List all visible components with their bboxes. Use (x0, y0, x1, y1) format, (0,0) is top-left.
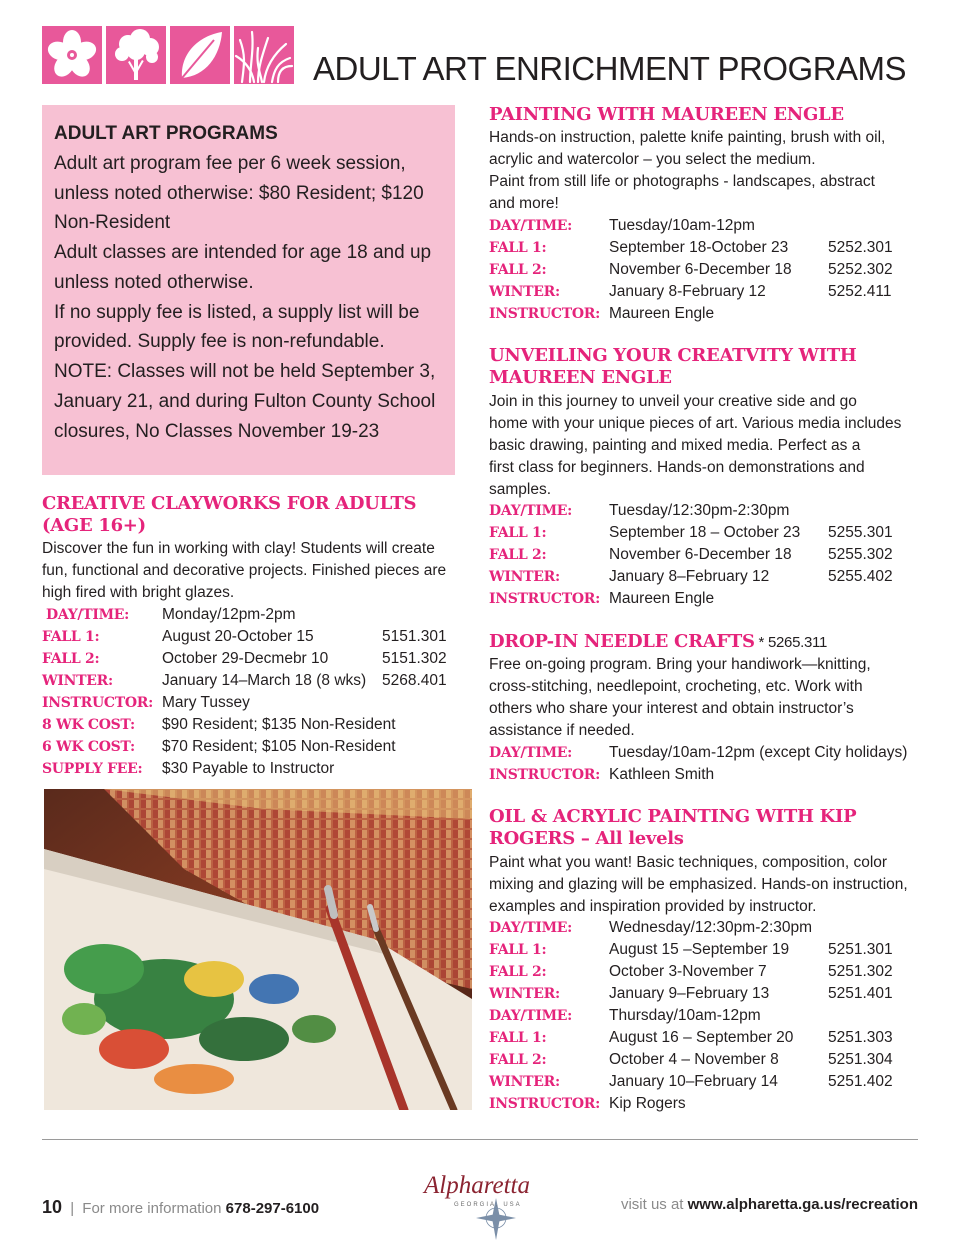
row-label: WINTER: (489, 1074, 560, 1090)
clay-schedule-row (42, 626, 462, 648)
page-title: ADULT ART ENRICHMENT PROGRAMS (313, 50, 907, 87)
tree-tile (106, 26, 166, 84)
unveiling-title-line: UNVEILING YOUR CREATVITY WITH (489, 345, 857, 366)
row-value: Tuesday/10am-12pm (except City holidays) (609, 744, 908, 761)
oil-title-line: OIL & ACRYLIC PAINTING WITH KIP (489, 806, 857, 827)
row-label: FALL 1: (489, 942, 547, 958)
clay-schedule-row (42, 670, 462, 692)
unveiling-row (489, 500, 909, 522)
infobox-line: If no supply fee is listed, a supply list will be (54, 302, 420, 323)
row-value: January 9–February 13 (609, 985, 770, 1002)
footer-phone[interactable]: 678-297-6100 (225, 1200, 320, 1217)
needle-desc-line: others who share your interest and obtain instructor’s (489, 700, 854, 717)
footer-url-link[interactable]: www.alpharetta.ga.us/recreation (687, 1196, 918, 1213)
row-value: Monday/12pm-2pm (162, 606, 296, 623)
leaf-icon (170, 26, 230, 84)
painting-engle-row (489, 281, 909, 303)
paint-palette-photo (44, 789, 472, 1110)
course-code: 5151.302 (382, 650, 447, 667)
row-label: FALL 2: (489, 262, 547, 278)
grass-icon (234, 26, 294, 84)
infobox-line: NOTE: Classes will not be held September 3, (54, 361, 436, 382)
row-value: January 8-February 12 (609, 283, 766, 300)
row-label: FALL 1: (489, 1030, 547, 1046)
clay-schedule-row (42, 736, 462, 758)
footer-contact (42, 1197, 319, 1218)
footer-visit-text: visit us at (620, 1196, 684, 1213)
infobox-title: ADULT ART PROGRAMS (54, 123, 278, 144)
row-label: WINTER: (489, 986, 560, 1002)
footer-divider (42, 1139, 918, 1140)
infobox-line: unless noted otherwise. (54, 272, 254, 293)
course-code: 5252.301 (828, 239, 893, 256)
row-label: FALL 1: (489, 240, 547, 256)
row-value: $30 Payable to Instructor (162, 760, 335, 777)
infobox-line: Adult classes are intended for age 18 and up (54, 242, 432, 263)
row-label: WINTER: (489, 284, 560, 300)
infobox-line: January 21, and during Fulton County School (54, 391, 436, 412)
oil-desc-line: examples and inspiration provided by instructor. (489, 898, 817, 915)
course-code: 5251.402 (828, 1073, 893, 1090)
infobox-line: Adult art program fee per 6 week session, (54, 153, 406, 174)
course-code: 5251.301 (828, 941, 893, 958)
flower-tile (42, 26, 102, 84)
clay-schedule-row (42, 758, 462, 780)
row-value: September 18-October 23 (609, 239, 789, 256)
unveiling-row (489, 566, 909, 588)
row-value: $70 Resident; $105 Non-Resident (162, 738, 396, 755)
row-label: FALL 2: (489, 964, 547, 980)
row-value: October 3-November 7 (609, 963, 767, 980)
oil-row (489, 961, 909, 983)
needle-desc-line: cross-stitching, needlepoint, crocheting, etc. Work with (489, 678, 863, 695)
course-code: 5251.303 (828, 1029, 893, 1046)
needle-desc-line: Free on-going program. Bring your handiwork—knitting, (489, 656, 871, 673)
painting-engle-row (489, 259, 909, 281)
row-label: FALL 2: (42, 651, 100, 667)
oil-desc-line: mixing and glazing will be emphasized. Hands-on instruction, (489, 876, 908, 893)
painting-engle-desc-line: Hands-on instruction, palette knife painting, brush with oil, (489, 129, 886, 146)
logo-subtext: GEORGIA, USA (454, 1202, 522, 1208)
row-value: $90 Resident; $135 Non-Resident (162, 716, 396, 733)
row-label: DAY/TIME: (489, 503, 573, 519)
course-code: 5255.402 (828, 568, 893, 585)
needle-row (489, 764, 919, 786)
row-label: FALL 2: (489, 1052, 547, 1068)
course-code: 5251.302 (828, 963, 893, 980)
unveiling-row (489, 522, 909, 544)
row-value: Maureen Engle (609, 590, 715, 607)
row-value: November 6-December 18 (609, 546, 792, 563)
painting-engle-desc-line: acrylic and watercolor – you select the medium. (489, 151, 816, 168)
row-value: Kathleen Smith (609, 766, 715, 783)
course-code: 5252.302 (828, 261, 893, 278)
row-value: October 4 – November 8 (609, 1051, 779, 1068)
row-value: Thursday/10am-12pm (609, 1007, 761, 1024)
row-value: Mary Tussey (162, 694, 250, 711)
row-value: Maureen Engle (609, 305, 715, 322)
row-label: 6 WK COST: (42, 739, 135, 755)
row-label: FALL 1: (489, 525, 547, 541)
row-value: January 10–February 14 (609, 1073, 778, 1090)
needle-desc-line: assistance if needed. (489, 722, 635, 739)
row-label: DAY/TIME: (46, 607, 130, 623)
unveiling-row (489, 544, 909, 566)
row-label: DAY/TIME: (489, 1008, 573, 1024)
clay-desc-line: fun, functional and decorative projects. Finished pieces are (42, 562, 447, 579)
row-label: INSTRUCTOR: (489, 306, 600, 322)
clay-desc-line: high fired with bright glazes. (42, 584, 235, 601)
unveiling-desc-line: samples. (489, 481, 552, 498)
course-code: 5251.401 (828, 985, 893, 1002)
clay-desc-line: Discover the fun in working with clay! Students will create (42, 540, 435, 557)
course-code: 5252.411 (828, 283, 892, 300)
clay-title-line: CREATIVE CLAYWORKS FOR ADULTS (42, 493, 417, 514)
course-code: 5268.401 (382, 672, 447, 689)
row-label: 8 WK COST: (42, 717, 135, 733)
alpharetta-logo (418, 1160, 538, 1240)
needle-course-code: * 5265.311 (754, 634, 828, 651)
tree-icon (106, 26, 166, 84)
painting-engle-title: PAINTING WITH MAUREEN ENGLE (489, 104, 844, 125)
unveiling-desc-line: home with your unique pieces of art. Various media includes (489, 415, 902, 432)
clay-schedule-row (42, 604, 462, 626)
oil-row (489, 939, 909, 961)
row-label: DAY/TIME: (489, 218, 573, 234)
infobox-line: unless noted otherwise: $80 Resident; $120 (54, 183, 424, 204)
infobox-line: provided. Supply fee is non-refundable. (54, 331, 385, 352)
row-value: Tuesday/10am-12pm (609, 217, 755, 234)
row-label: WINTER: (42, 673, 113, 689)
oil-row (489, 1005, 909, 1027)
logo-text: Alpharetta (424, 1172, 531, 1199)
clay-schedule-row (42, 714, 462, 736)
oil-row (489, 1049, 909, 1071)
course-code: 5255.302 (828, 546, 893, 563)
oil-desc-line: Paint what you want! Basic techniques, composition, color (489, 854, 888, 871)
page-number: 10 (42, 1197, 63, 1217)
oil-row (489, 1093, 909, 1115)
row-value: September 18 – October 23 (609, 524, 801, 541)
painting-engle-row (489, 215, 909, 237)
clay-title-line: (AGE 16+) (42, 515, 146, 536)
painting-engle-row (489, 237, 909, 259)
infobox-line: closures, No Classes November 19-23 (54, 421, 380, 442)
needle-title-text: DROP-IN NEEDLE CRAFTS (489, 631, 755, 652)
row-value: Tuesday/12:30pm-2:30pm (609, 502, 790, 519)
needle-row (489, 742, 919, 764)
row-label: INSTRUCTOR: (489, 1096, 600, 1112)
unveiling-desc-line: first class for beginners. Hands-on demonstrations and (489, 459, 865, 476)
oil-row (489, 1071, 909, 1093)
footer-info-text: For more information (82, 1200, 222, 1217)
needle-title (489, 631, 827, 654)
row-value: Kip Rogers (609, 1095, 686, 1112)
painting-engle-row (489, 303, 909, 325)
footer-separator: | (70, 1200, 75, 1217)
clay-schedule-row (42, 648, 462, 670)
row-label: DAY/TIME: (489, 920, 573, 936)
row-value: January 8–February 12 (609, 568, 770, 585)
footer-website (621, 1196, 918, 1213)
oil-title-line: ROGERS – All levels (489, 828, 684, 849)
course-code: 5251.304 (828, 1051, 893, 1068)
unveiling-title-line: MAUREEN ENGLE (489, 367, 672, 388)
unveiling-desc-line: Join in this journey to unveil your creative side and go (489, 393, 857, 410)
unveiling-desc-line: basic drawing, painting and mixed media. Perfect as a (489, 437, 861, 454)
row-label: INSTRUCTOR: (489, 591, 600, 607)
oil-row (489, 1027, 909, 1049)
adult-programs-infobox (42, 105, 455, 475)
course-code: 5151.301 (382, 628, 447, 645)
row-value: October 29-Decmebr 10 (162, 650, 329, 667)
row-label: DAY/TIME: (489, 745, 573, 761)
flower-icon (42, 26, 102, 84)
row-value: November 6-December 18 (609, 261, 792, 278)
clay-schedule-row (42, 692, 462, 714)
row-label: WINTER: (489, 569, 560, 585)
row-label: FALL 1: (42, 629, 100, 645)
row-value: August 15 –September 19 (609, 941, 790, 958)
row-label: INSTRUCTOR: (42, 695, 153, 711)
leaf-tile (170, 26, 230, 84)
row-value: August 16 – September 20 (609, 1029, 794, 1046)
unveiling-row (489, 588, 909, 610)
row-value: August 20-October 15 (162, 628, 314, 645)
painting-engle-desc-line: Paint from still life or photographs - landscapes, abstract (489, 173, 875, 190)
row-value: Wednesday/12:30pm-2:30pm (609, 919, 813, 936)
course-code: 5255.301 (828, 524, 893, 541)
oil-row (489, 983, 909, 1005)
painting-engle-desc-line: and more! (489, 195, 559, 212)
row-label: SUPPLY FEE: (42, 761, 143, 777)
row-label: FALL 2: (489, 547, 547, 563)
grass-tile (234, 26, 294, 84)
infobox-line: Non-Resident (54, 212, 171, 233)
oil-row (489, 917, 909, 939)
row-value: January 14–March 18 (8 wks) (162, 672, 367, 689)
row-label: INSTRUCTOR: (489, 767, 600, 783)
